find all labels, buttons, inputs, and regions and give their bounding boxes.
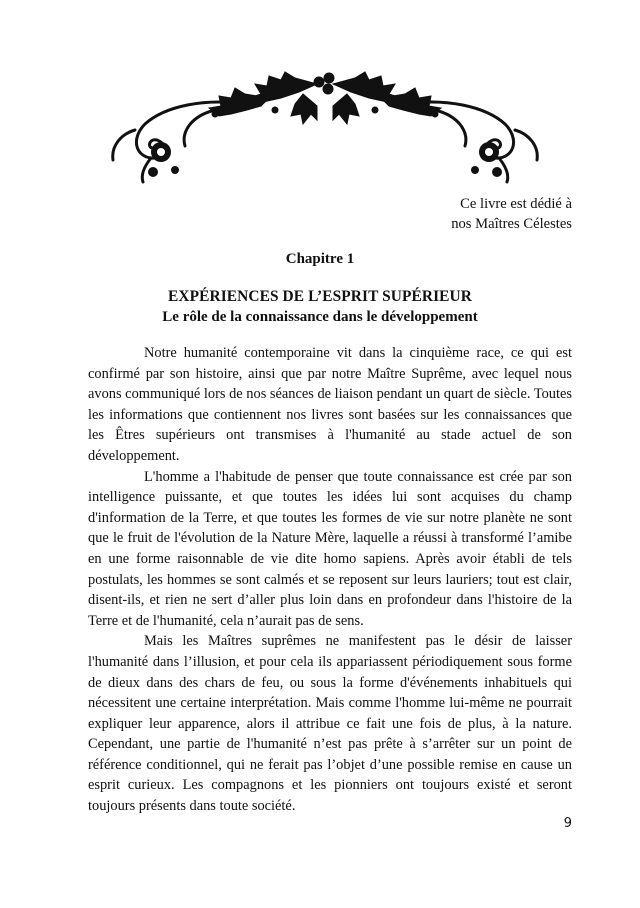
- chapter-subtitle: Le rôle de la connaissance dans le développement: [162, 309, 478, 325]
- page-number: 9: [563, 816, 572, 831]
- dedication-line-2: nos Maîtres Célestes: [451, 216, 572, 232]
- paragraph: Mais les Maîtres suprêmes ne manifestent pas le désir de laisser l'humanité dans l’illusion, et pour cela ils appariassent périodiquement sous forme de dieux dans des chars de feu, ou sous la forme d'événements inhabituels qui nécessitent une certaine interprétation. Mais comme l'homme lui-même ne pourrait expliquer leur apparence, alors il attribue ce fait une fois de plus, à la nature. Cependant, une partie de l'humanité n’est pas prête à s’arrêter sur un point de référence conditionnel, qui ne ferait pas l’objet d’une possible remise en cause un esprit curieux. Les compagnons et les pionniers ont toujours existé et seront toujours présents dans toute société.: [88, 633, 572, 815]
- paragraph: Notre humanité contemporaine vit dans la cinquième race, ce qui est confirmé par son histoire, ainsi que par notre Maître Suprême, avec lequel nous avons communiqué lors de nos séances de liaison pendant un quart de siècle. Toutes les informations que contiennent nos livres sont basées sur les connaissances que les Êtres supérieurs ont transmises à l'humanité au stade actuel de son développement.: [88, 345, 572, 464]
- paragraph: L'homme a l'habitude de penser que toute connaissance est crée par son intelligence puissante, et que toutes les idées lui sont acquises du champ d'information de la Terre, et que toutes les formes de vie sur notre planète ne sont que le fruit de l'évolution de la Nature Mère, laquelle a réussi à transformé l’amibe en une forme raisonnable de vie dite homo sapiens. Après avoir établi de tels postulats, les hommes se sont calmés et se reposent sur leurs lauriers; tout est clair, disent-ils, et rien ne sert d’aller plus loin dans en profondeur dans l'histoire de la Terre et de l'humanité, cela n’aurait pas de sens.: [88, 468, 572, 629]
- chapter-title: EXPÉRIENCES DE L’ESPRIT SUPÉRIEUR: [168, 288, 472, 305]
- body-text: [88, 343, 572, 817]
- dedication-line-1: Ce livre est dédié à: [460, 196, 572, 212]
- chapter-label: Chapitre 1: [285, 251, 355, 267]
- dedication: [451, 194, 572, 234]
- holly-scroll-ornament-icon: [95, 70, 555, 185]
